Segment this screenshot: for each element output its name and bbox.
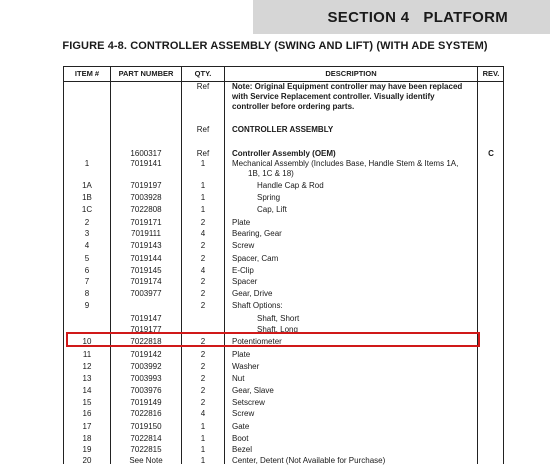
- cell-part-number: 7019144: [130, 254, 162, 263]
- cell-part-number: 7003976: [130, 386, 162, 395]
- cell-part-number: 7019149: [130, 398, 162, 407]
- cell-part-number: 7022815: [130, 445, 162, 454]
- cell-qty: 2: [200, 254, 206, 263]
- cell-qty: 1: [200, 193, 206, 202]
- cell-qty: 2: [200, 386, 206, 395]
- cell-item: 11: [82, 350, 92, 359]
- cell-part-number: See Note: [129, 456, 163, 465]
- cell-description: Bearing, Gear: [232, 229, 282, 238]
- cell-part-number: 7003977: [130, 289, 162, 298]
- cell-qty: 2: [200, 241, 206, 250]
- section-name: PLATFORM: [423, 8, 508, 26]
- cell-item: 1: [84, 159, 90, 168]
- cell-part-number: 7022818: [130, 337, 162, 346]
- figure-title: FIGURE 4-8. CONTROLLER ASSEMBLY (SWING AND LIFT) (WITH ADE SYSTEM): [62, 40, 488, 52]
- cell-part-number: 7019197: [130, 181, 162, 190]
- cell-description: Washer: [232, 362, 260, 371]
- cell-qty: 2: [200, 289, 206, 298]
- cell-item: 3: [84, 229, 90, 238]
- cell-description: Potentiometer: [232, 337, 282, 346]
- section-label: SECTION 4: [327, 8, 410, 26]
- cell-item: 19: [82, 445, 92, 454]
- cell-item: 7: [84, 277, 90, 286]
- cell-qty: 2: [200, 350, 206, 359]
- cell-qty: 1: [200, 422, 206, 431]
- cell-qty: 4: [200, 409, 206, 418]
- cell-item: 1A: [82, 181, 92, 190]
- cell-part-number: 7019171: [130, 218, 162, 227]
- cell-part-number: 7019143: [130, 241, 162, 250]
- cell-description: CONTROLLER ASSEMBLY: [232, 125, 334, 134]
- cell-qty: 2: [200, 398, 206, 407]
- cell-qty: 1: [200, 159, 206, 168]
- cell-qty: 1: [200, 205, 206, 214]
- cell-qty: 2: [200, 337, 206, 346]
- cell-part-number: 7022816: [130, 409, 162, 418]
- cell-description: Bezel: [232, 445, 253, 454]
- parts-table: [63, 66, 504, 464]
- cell-description: Screw: [232, 241, 255, 250]
- cell-item: 5: [84, 254, 90, 263]
- cell-description: Nut: [232, 374, 245, 383]
- cell-qty: Ref: [196, 125, 210, 134]
- cell-qty: Ref: [196, 82, 210, 91]
- cell-qty: 1: [200, 445, 206, 454]
- cell-qty: Ref: [196, 149, 210, 158]
- cell-description: Gear, Drive: [232, 289, 273, 298]
- cell-item: 12: [82, 362, 92, 371]
- cell-qty: 1: [200, 434, 206, 443]
- cell-description: Controller Assembly (OEM): [232, 149, 336, 158]
- cell-description: 1B, 1C & 18): [248, 169, 294, 178]
- section-banner: [253, 0, 550, 34]
- cell-description: controller before ordering parts.: [232, 102, 355, 111]
- cell-description: Note: Original Equipment controller may have been replaced: [232, 82, 463, 91]
- cell-part-number: 7003928: [130, 193, 162, 202]
- header-item: ITEM #: [74, 69, 100, 78]
- cell-description: Gear, Slave: [232, 386, 274, 395]
- cell-qty: 2: [200, 374, 206, 383]
- header-part-number: PART NUMBER: [118, 69, 174, 78]
- cell-item: 8: [84, 289, 90, 298]
- cell-description: Mechanical Assembly (Includes Base, Handle Stem & Items 1A,: [232, 159, 459, 168]
- cell-description: Plate: [232, 218, 251, 227]
- cell-part-number: 7019150: [130, 422, 162, 431]
- cell-description: Shaft, Long: [257, 325, 298, 334]
- header-description: DESCRIPTION: [325, 69, 377, 78]
- cell-qty: 1: [200, 181, 206, 190]
- cell-part-number: 1600317: [130, 149, 162, 158]
- cell-qty: 2: [200, 301, 206, 310]
- cell-description: Spacer, Cam: [232, 254, 279, 263]
- cell-item: 10: [82, 337, 92, 346]
- cell-description: Shaft, Short: [257, 314, 300, 323]
- cell-item: 18: [82, 434, 92, 443]
- header-qty: QTY.: [194, 69, 212, 78]
- cell-item: 1B: [82, 193, 92, 202]
- cell-part-number: 7019141: [130, 159, 162, 168]
- cell-part-number: 7019111: [131, 229, 161, 238]
- cell-qty: 2: [200, 362, 206, 371]
- cell-item: 9: [84, 301, 90, 310]
- column-divider: [224, 67, 225, 464]
- cell-description: Center, Detent (Not Available for Purchase): [232, 456, 386, 465]
- column-divider: [477, 67, 478, 464]
- cell-description: Handle Cap & Rod: [257, 181, 324, 190]
- cell-item: 4: [84, 241, 90, 250]
- cell-description: Shaft Options:: [232, 301, 283, 310]
- cell-part-number: 7022808: [130, 205, 162, 214]
- cell-item: 15: [82, 398, 92, 407]
- cell-description: Spring: [257, 193, 281, 202]
- cell-description: E-Clip: [232, 266, 254, 275]
- cell-part-number: 7022814: [130, 434, 162, 443]
- cell-rev: C: [488, 149, 494, 158]
- cell-part-number: 7003992: [130, 362, 162, 371]
- cell-qty: 2: [200, 218, 206, 227]
- cell-item: 20: [82, 456, 92, 465]
- cell-part-number: 7003993: [130, 374, 162, 383]
- cell-part-number: 7019174: [130, 277, 162, 286]
- cell-description: Setscrew: [232, 398, 265, 407]
- cell-description: Screw: [232, 409, 255, 418]
- cell-qty: 2: [200, 277, 206, 286]
- cell-qty: 4: [200, 229, 206, 238]
- cell-description: with Service Replacement controller. Visually identify: [232, 92, 435, 101]
- cell-item: 6: [84, 266, 90, 275]
- cell-part-number: 7019145: [130, 266, 162, 275]
- cell-item: 14: [82, 386, 92, 395]
- cell-item: 2: [84, 218, 90, 227]
- cell-description: Boot: [232, 434, 249, 443]
- cell-part-number: 7019147: [130, 314, 162, 323]
- cell-description: Cap, Lift: [257, 205, 287, 214]
- cell-description: Gate: [232, 422, 250, 431]
- cell-part-number: 7019142: [130, 350, 162, 359]
- header-rev: REV.: [482, 69, 500, 78]
- cell-qty: 4: [200, 266, 206, 275]
- column-divider: [181, 67, 182, 464]
- cell-item: 1C: [81, 205, 93, 214]
- cell-qty: 1: [200, 456, 206, 465]
- cell-description: Spacer: [232, 277, 258, 286]
- cell-item: 17: [82, 422, 92, 431]
- cell-item: 13: [82, 374, 92, 383]
- cell-description: Plate: [232, 350, 251, 359]
- cell-item: 16: [82, 409, 92, 418]
- cell-part-number: 7019177: [130, 325, 162, 334]
